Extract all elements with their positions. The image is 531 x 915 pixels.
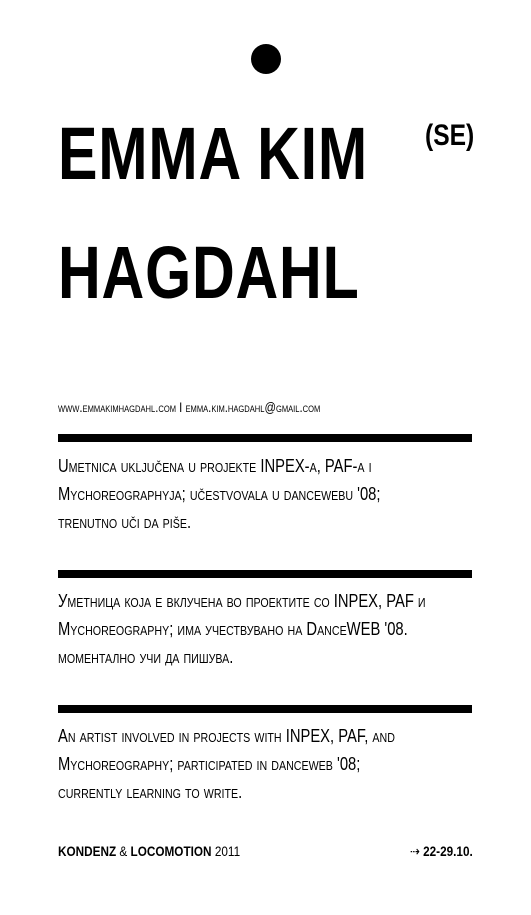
divider-bar	[58, 705, 472, 713]
ampersand: &	[116, 843, 131, 859]
festival-year: 2011	[211, 843, 241, 859]
bio-line: Mychoreography; има учествувано на DanceWEB '08.	[58, 619, 408, 639]
artist-name-line-2: HAGDAHL	[58, 231, 360, 314]
bio-macedonian	[58, 587, 443, 671]
contact-line	[58, 398, 411, 418]
arrow-icon: ⇢	[410, 843, 424, 859]
festival-dates	[410, 842, 473, 860]
divider-bar	[58, 434, 472, 442]
bio-line: моментално учи да пишува.	[58, 647, 234, 667]
brand-locomotion: LOCOMOTION	[130, 843, 212, 859]
artist-name-line-1: EMMA KIM	[58, 112, 369, 195]
contact-separator: I	[176, 400, 186, 415]
festival-credit	[58, 842, 240, 860]
bio-line: Уметница која е вклучена во проектите со INPEX, PAF и	[58, 591, 426, 611]
brand-kondenz: KONDENZ	[58, 843, 117, 859]
email-link[interactable]: emma.kim.hagdahl@gmail.com	[185, 400, 321, 415]
bio-line: Mychoreography; participated in danceweb '08;	[58, 754, 361, 774]
bio-english	[58, 722, 443, 806]
bio-line: Mychoreographyja; učestvovala u dancewebu '08;	[58, 484, 381, 504]
website-link[interactable]: www.emmakimhagdahl.com	[58, 400, 177, 415]
bio-line: currently learning to write.	[58, 782, 243, 802]
divider-bar	[58, 570, 472, 578]
bio-serbian	[58, 452, 443, 536]
tag-punch-hole	[251, 44, 281, 74]
bio-line: An artist involved in projects with INPEX, PAF, and	[58, 726, 395, 746]
country-code: (SE)	[425, 119, 475, 152]
bio-line: Umetnica uključena u projekte INPEX-a, PAF-a i	[58, 456, 372, 476]
date-range: 22-29.10.	[423, 843, 473, 859]
bio-line: trenutno uči da piše.	[58, 512, 192, 532]
